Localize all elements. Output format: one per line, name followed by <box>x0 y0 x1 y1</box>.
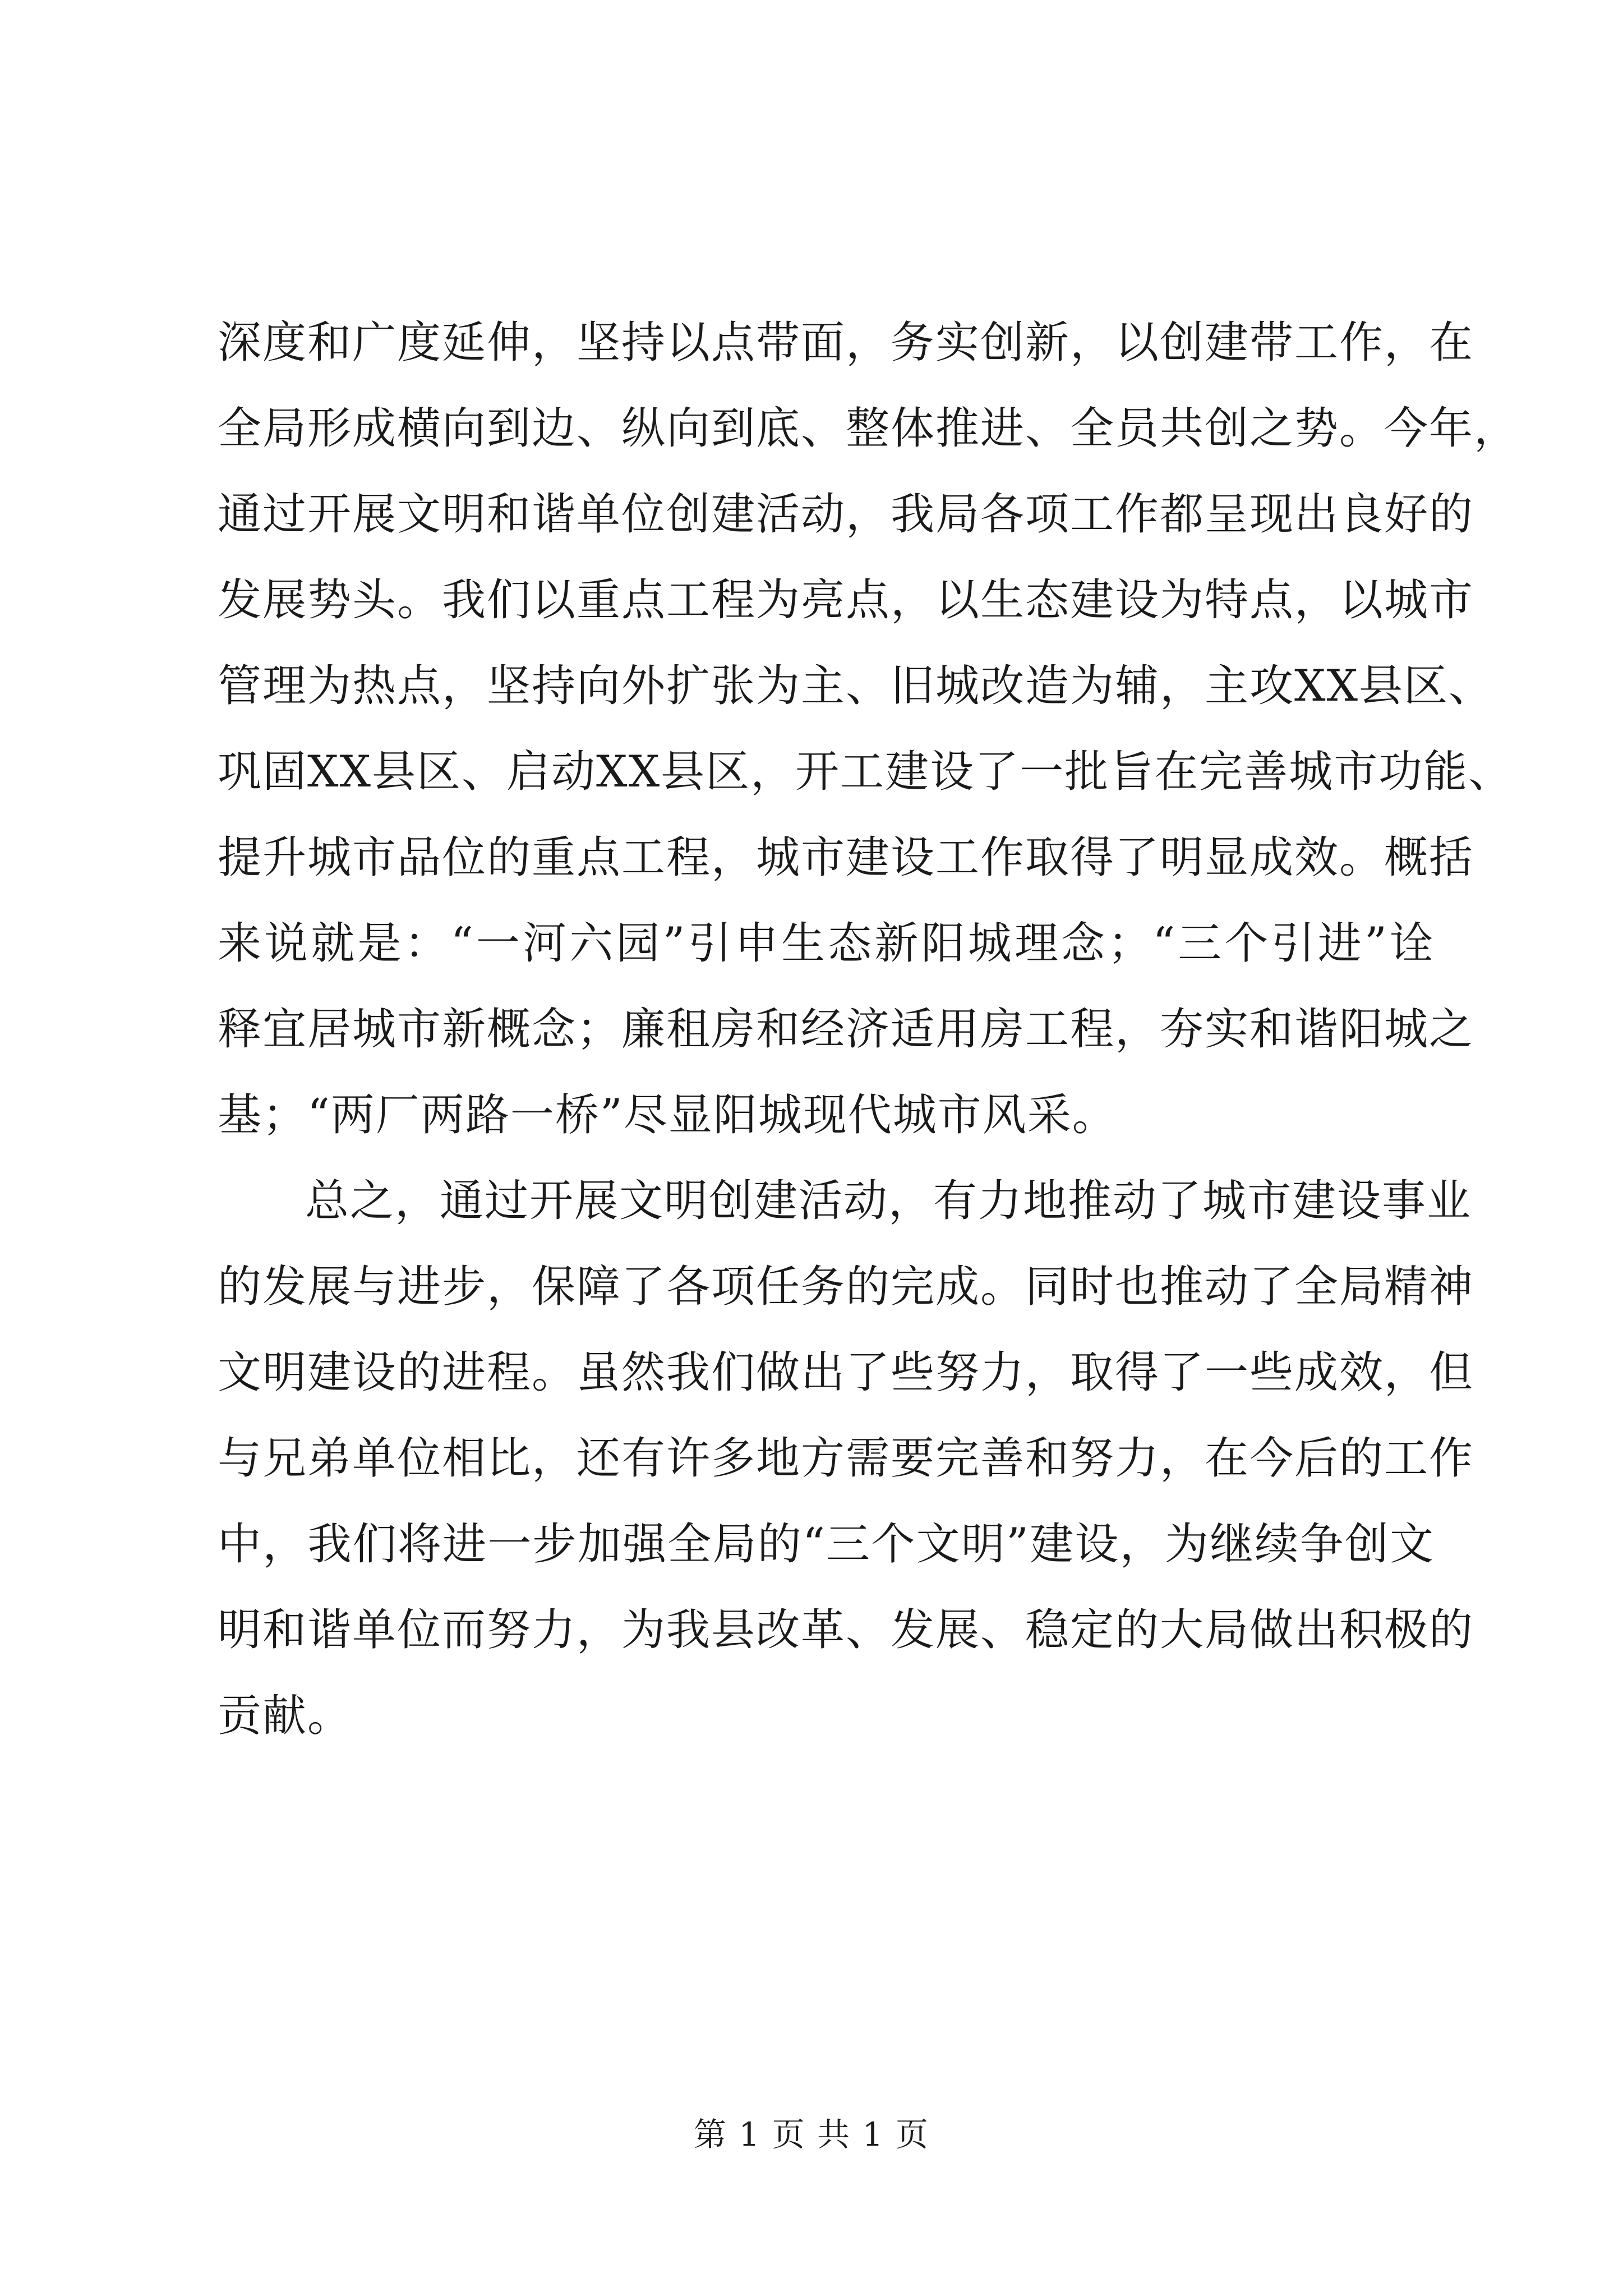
text-line: 中，我们将进一步加强全局的“三个文明”建设，为继续争创文 <box>218 1519 1435 1570</box>
text-line: 的发展与进步，保障了各项任务的完成。同时也推动了全局精神 <box>218 1262 1474 1312</box>
text-line: 来说就是：“一河六园”引申生态新阳城理念；“三个引进”诠 <box>218 918 1435 969</box>
text-line: 总之，通过开展文明创建活动，有力地推动了城市建设事业 <box>305 1176 1472 1226</box>
text-line: 深度和广度延伸，坚持以点带面，务实创新，以创建带工作，在 <box>218 318 1474 368</box>
text-line: 通过开展文明和谐单位创建活动，我局各项工作都呈现出良好的 <box>218 489 1474 540</box>
page-number-footer: 第 1 页 共 1 页 <box>694 2115 929 2154</box>
text-line: 与兄弟单位相比，还有许多地方需要完善和努力，在今后的工作 <box>218 1433 1474 1484</box>
text-line: 提升城市品位的重点工程，城市建设工作取得了明显成效。概括 <box>218 832 1474 883</box>
text-line: 明和谐单位而努力，为我县改革、发展、稳定的大局做出积极的 <box>218 1605 1474 1655</box>
paragraph <box>218 1158 1474 1759</box>
text-line: 全局形成横向到边、纵向到底、整体推进、全员共创之势。今年， <box>218 403 1519 454</box>
paragraph <box>218 300 1519 1158</box>
text-line: 释宜居城市新概念；廉租房和经济适用房工程，夯实和谐阳城之 <box>218 1004 1474 1055</box>
text-line: 巩固XX县区、启动XX县区，开工建设了一批旨在完善城市功能、 <box>218 747 1514 797</box>
text-line: 文明建设的进程。虽然我们做出了些努力，取得了一些成效，但 <box>218 1347 1474 1398</box>
text-line: 管理为热点，坚持向外扩张为主、旧城改造为辅，主攻XX县区、 <box>218 661 1494 711</box>
text-line: 基；“两厂两路一桥”尽显阳城现代城市风采。 <box>218 1090 1117 1140</box>
document-body <box>218 300 1519 1759</box>
text-line: 发展势头。我们以重点工程为亮点，以生态建设为特点，以城市 <box>218 575 1474 625</box>
text-line: 贡献。 <box>218 1691 353 1741</box>
